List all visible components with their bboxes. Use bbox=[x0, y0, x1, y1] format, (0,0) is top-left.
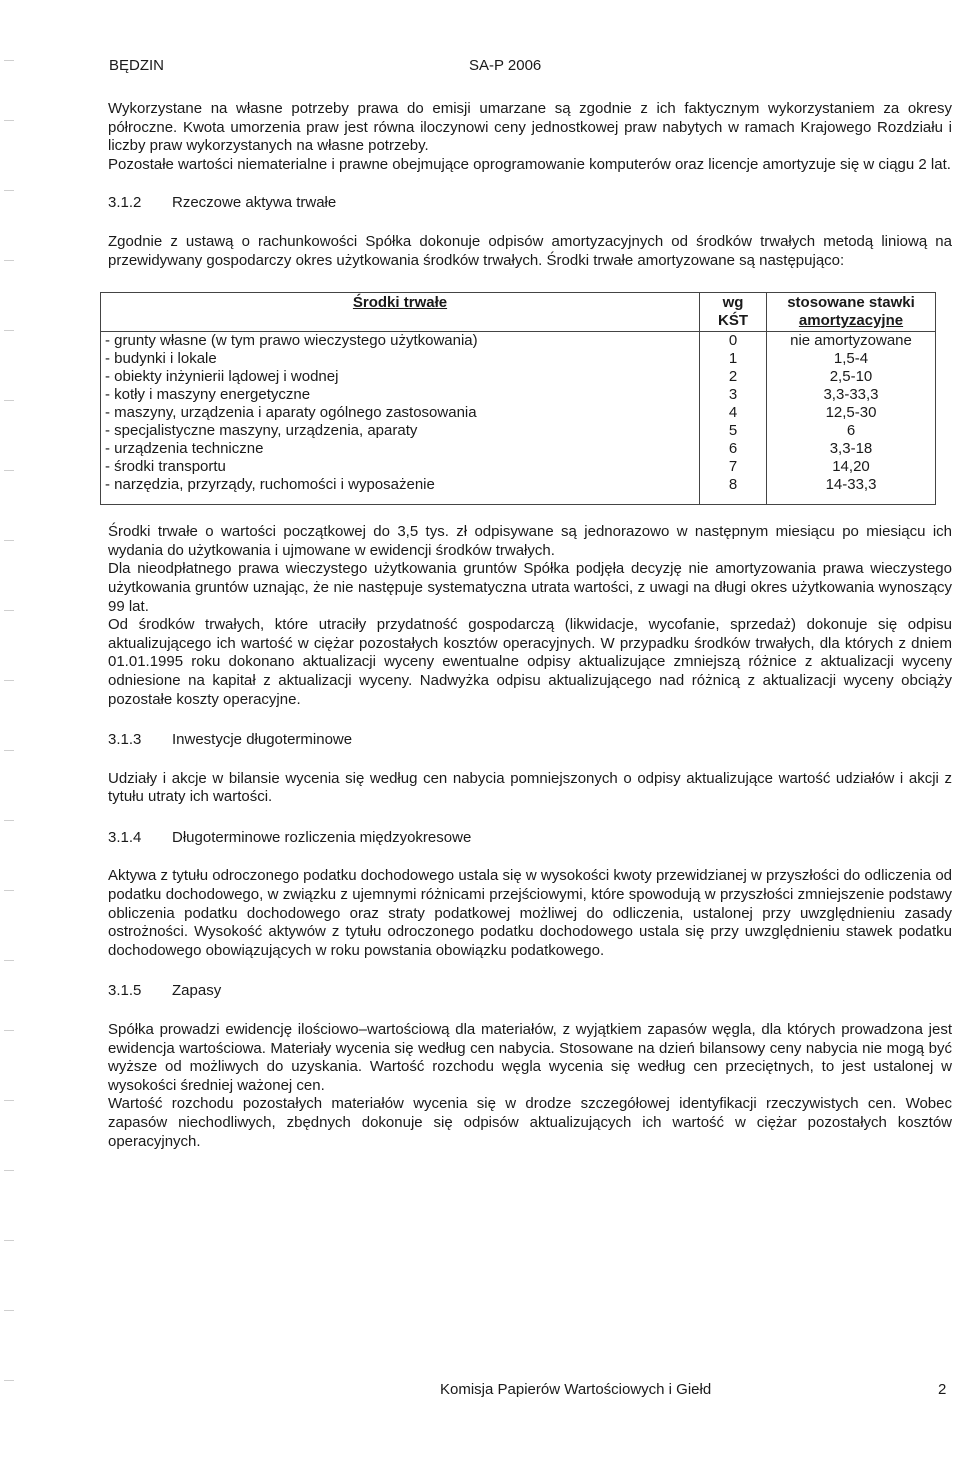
table-row bbox=[101, 458, 936, 476]
section-heading-3-1-3 bbox=[108, 731, 952, 750]
table-row bbox=[101, 386, 936, 404]
depreciation-rates-table bbox=[100, 292, 936, 505]
document-body bbox=[105, 100, 952, 1151]
asset-kst: 1 bbox=[700, 350, 767, 368]
section-heading-3-1-4 bbox=[108, 829, 952, 848]
perpetual-usufruct-paragraph: Dla nieodpłatnego prawa wieczystego użytkowania gruntów Spółka podjęła decyzję nie amortyzowania prawa wieczystego użytkowania gruntów uznając, że nie następuje systematyczna utrata wartości, z uwagi na długi okres użytkowania wynoszący 99 lat. bbox=[108, 560, 952, 615]
table-row bbox=[101, 440, 936, 458]
asset-name: - grunty własne (w tym prawo wieczystego użytkowania) bbox=[101, 332, 700, 351]
table-row bbox=[101, 332, 936, 351]
asset-rate: 14,20 bbox=[767, 458, 936, 476]
page-number: 2 bbox=[938, 1381, 947, 1398]
asset-name: - budynki i lokale bbox=[101, 350, 700, 368]
asset-kst: 4 bbox=[700, 404, 767, 422]
asset-rate: 1,5-4 bbox=[767, 350, 936, 368]
asset-name: - środki transportu bbox=[101, 458, 700, 476]
asset-kst: 3 bbox=[700, 386, 767, 404]
section-heading-3-1-2 bbox=[108, 194, 952, 213]
asset-name: - kotły i maszyny energetyczne bbox=[101, 386, 700, 404]
footer-commission: Komisja Papierów Wartościowych i Giełd bbox=[440, 1381, 712, 1398]
asset-kst: 0 bbox=[700, 332, 767, 351]
asset-rate: 2,5-10 bbox=[767, 368, 936, 386]
asset-rate: 3,3-18 bbox=[767, 440, 936, 458]
asset-name: - maszyny, urządzenia i aparaty ogólnego zastosowania bbox=[101, 404, 700, 422]
asset-kst: 8 bbox=[700, 476, 767, 505]
asset-kst: 7 bbox=[700, 458, 767, 476]
asset-rate: 3,3-33,3 bbox=[767, 386, 936, 404]
deferred-tax-paragraph: Aktywa z tytułu odroczonego podatku dochodowego ustala się w wysokości kwoty przewidzianej w przyszłości do odliczenia od podatku dochodowego, w związku z ujemnymi różnicami przejściowymi, które spowodują w przyszłości zmniejszenie podstawy obliczenia podatku dochodowego oraz straty podatkowej możliwej do odliczenia, ustalonej przy uwzględnieniu zasady ostrożności. Wysokość aktywów z tytułu odroczonego podatku dochodowego ustala się przy uwzględnieniu stawek podatku dochodowego obowiązujących w roku powstania obowiązku podatkowego. bbox=[108, 867, 952, 959]
asset-rate: 12,5-30 bbox=[767, 404, 936, 422]
scan-margin-marks bbox=[0, 0, 20, 1461]
asset-name: - urządzenia techniczne bbox=[101, 440, 700, 458]
section-number: 3.1.2 bbox=[108, 194, 142, 212]
asset-kst: 2 bbox=[700, 368, 767, 386]
section-title: Zapasy bbox=[172, 982, 222, 1000]
page-footer bbox=[440, 1381, 960, 1401]
table-row bbox=[101, 476, 936, 505]
section-number: 3.1.3 bbox=[108, 731, 142, 749]
asset-name: - specjalistyczne maszyny, urządzenia, aparaty bbox=[101, 422, 700, 440]
asset-rate: 6 bbox=[767, 422, 936, 440]
table-header-row bbox=[101, 293, 936, 332]
impairment-paragraph: Od środków trwałych, które utraciły przydatność gospodarczą (likwidacje, wycofanie, sprzedaż) dokonuje się odpisu aktualizującego ich wartość w ciężar pozostałych kosztów operacyjnych. W przypadku środków trwałych, dla których z dniem 01.01.1995 roku dokonano aktualizacji wyceny ewentualne odpisy aktualizujące zmniejszą różnice z aktualizacji wyceny odniesione na kapitał z aktualizacji wyceny. Nadwyżka odpisu aktualizującego nad różnicą z aktualizacji wyceny obciąży pozostałe koszty operacyjne. bbox=[108, 616, 952, 708]
table-row bbox=[101, 368, 936, 386]
intro-paragraph-1: Wykorzystane na własne potrzeby prawa do emisji umarzane są zgodnie z ich faktycznym wykorzystaniem za okresy półroczne. Kwota umorzenia praw jest równa iloczynowi ceny jednostkowej praw nabytych w ramach Krajowego Rozdziału i liczby praw wykorzystanych na własne potrzeby. bbox=[108, 100, 952, 155]
header-report-id: SA-P 2006 bbox=[469, 57, 542, 74]
fixed-assets-paragraph: Zgodnie z ustawą o rachunkowości Spółka dokonuje odpisów amortyzacyjnych od środków trwałych metodą liniową na przewidywany gospodarczy okres użytkowania środków trwałych. Środki trwałe amortyzowane są następująco: bbox=[108, 232, 952, 269]
investments-paragraph: Udziały i akcje w bilansie wycenia się według cen nabycia pomniejszonych o odpisy aktualizujące wartość udziałów i akcji z tytułu utraty ich wartości. bbox=[108, 769, 952, 806]
asset-kst: 6 bbox=[700, 440, 767, 458]
asset-name: - narzędzia, przyrządy, ruchomości i wyposażenie bbox=[101, 476, 700, 505]
column-header-kst: wg KŚT bbox=[700, 293, 767, 332]
section-heading-3-1-5 bbox=[108, 982, 952, 1001]
section-title: Długoterminowe rozliczenia międzyokresowe bbox=[172, 828, 472, 846]
intro-paragraph-2: Pozostałe wartości niematerialne i prawne obejmujące oprogramowanie komputerów oraz licencje amortyzuje się w ciągu 2 lat. bbox=[108, 155, 951, 173]
asset-rate: 14-33,3 bbox=[767, 476, 936, 505]
table-row bbox=[101, 404, 936, 422]
section-number: 3.1.4 bbox=[108, 828, 142, 846]
inventory-paragraph-1: Spółka prowadzi ewidencję ilościowo–wartościową dla materiałów, z wyjątkiem zapasów węgla, dla których prowadzona jest ewidencja wartościowa. Materiały wycenia się według cen nabycia. Stosowane na dzień bilansowy ceny nabycia nie mogą być wyższe od możliwych do uzyskania. Wartość rozchodu węgla wycenia się według cen przeciętnych, to jest ustalonej w wysokości średniej ważonej cen. bbox=[108, 1021, 952, 1094]
section-title: Rzeczowe aktywa trwałe bbox=[172, 194, 337, 212]
page-header bbox=[109, 57, 609, 77]
column-header-rates: stosowane stawki amortyzacyjne bbox=[767, 293, 936, 332]
table-row bbox=[101, 350, 936, 368]
column-header-assets: Środki trwałe bbox=[101, 293, 700, 332]
section-number: 3.1.5 bbox=[108, 982, 142, 1000]
asset-rate: nie amortyzowane bbox=[767, 332, 936, 351]
table-row bbox=[101, 422, 936, 440]
asset-name: - obiekty inżynierii lądowej i wodnej bbox=[101, 368, 700, 386]
section-title: Inwestycje długoterminowe bbox=[172, 731, 353, 749]
header-company: BĘDZIN bbox=[109, 57, 165, 74]
asset-kst: 5 bbox=[700, 422, 767, 440]
low-value-assets-paragraph: Środki trwałe o wartości początkowej do 3,5 tys. zł odpisywane są jednorazowo w następnym miesiącu po miesiącu ich wydania do użytkowania i ujmowane w ewidencji środków trwałych. bbox=[108, 523, 952, 559]
inventory-paragraph-2: Wartość rozchodu pozostałych materiałów wycenia się w drodze szczegółowej identyfikacji rzeczywistych cen. Wobec zapasów niechodliwych, zbędnych dokonuje się odpisów aktualizujących ich wartość w ciężar pozostałych kosztów operacyjnych. bbox=[108, 1095, 952, 1150]
